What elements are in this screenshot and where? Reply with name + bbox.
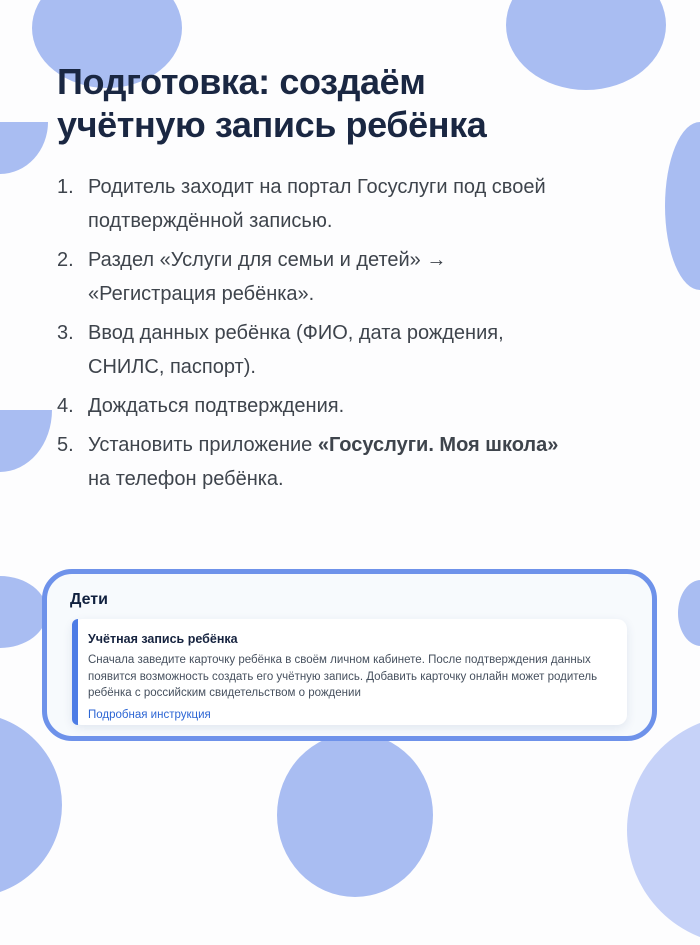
step-number: 5. [57,434,74,456]
list-item [57,243,660,311]
step-line-prefix: Установить приложение [88,434,318,456]
decor-blob-bottom-dome [277,733,433,897]
step-text [88,170,660,238]
step-line: «Регистрация ребёнка». [88,283,315,305]
accent-bar [72,619,78,725]
page-title [57,60,660,146]
step-line [88,428,660,462]
step-text [88,316,660,384]
step-text [88,243,660,311]
child-account-title: Учётная запись ребёнка [88,632,238,646]
step-number: 4. [57,395,74,417]
slide-content [0,60,700,496]
step-line: СНИЛС, паспорт). [88,356,256,378]
step-number: 2. [57,249,74,271]
step-line: Ввод данных ребёнка (ФИО, дата рождения, [88,322,504,344]
decor-blob-bottom-left [0,713,62,897]
step-line: на телефон ребёнка. [88,468,284,490]
step-line: подтверждённой записью. [88,210,333,232]
list-item [57,389,660,423]
step-text [88,428,660,496]
step-text [88,389,660,423]
page-title-line-2: учётную запись ребёнка [57,104,487,145]
app-name-emphasis: «Госуслуги. Моя школа» [317,434,559,456]
list-item [57,316,660,384]
card-heading: Дети [70,591,108,608]
list-item [57,170,660,238]
decor-blob-bottom-right [627,715,700,945]
steps-list [57,170,660,496]
step-line: Дождаться подтверждения. [88,395,345,417]
gosuslugi-children-card [42,569,657,741]
step-number: 1. [57,176,74,198]
list-item [57,428,660,496]
decor-blob-right-lower [678,580,700,646]
decor-blob-left-lower [0,576,47,648]
child-account-panel [72,619,627,725]
child-account-description: Сначала заведите карточку ребёнка в своём личном кабинете. После подтверждения данных появится возможность создать его учётную запись. Добавить карточку онлайн может родитель ребёнка с российским свидетельством о рождении [88,654,598,699]
step-line: Раздел «Услуги для семьи и детей» → [88,249,447,271]
page-title-line-1: Подготовка: создаём [57,61,426,102]
detailed-instruction-link[interactable]: Подробная инструкция [88,708,211,721]
step-number: 3. [57,322,74,344]
step-line: Родитель заходит на портал Госуслуги под своей [88,176,546,198]
